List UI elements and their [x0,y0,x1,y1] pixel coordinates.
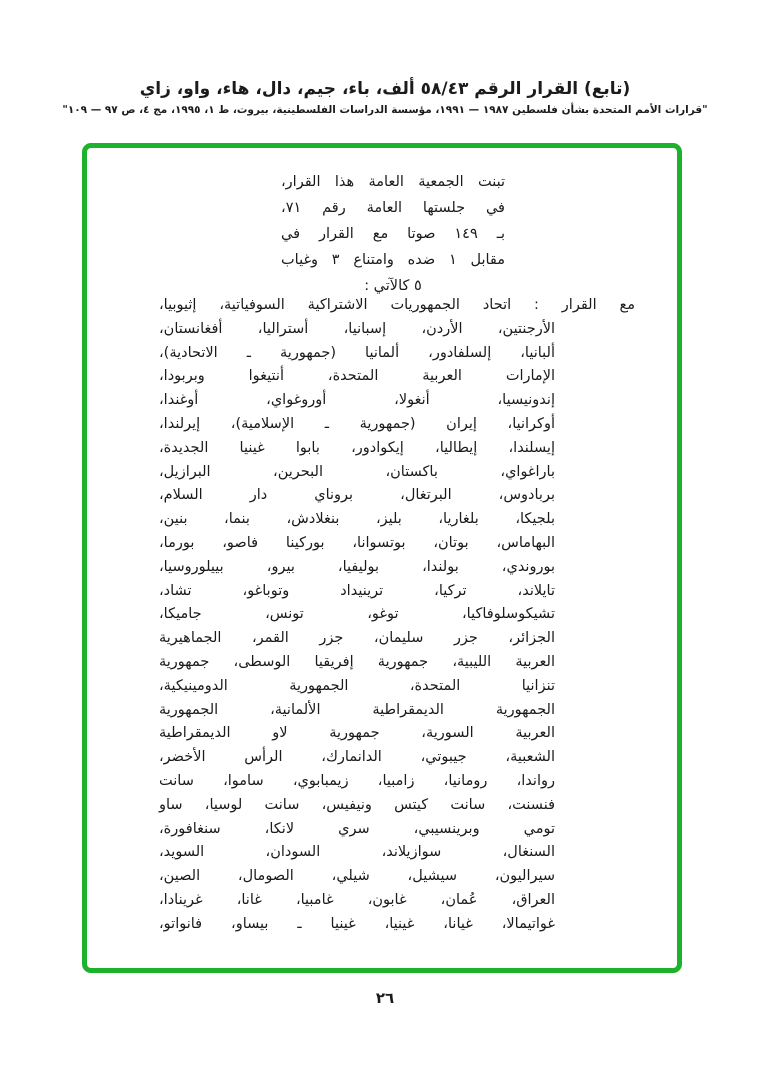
list-line: العربية الليبية، جمهورية إفريقيا الوسطى، جمهورية [159,653,555,670]
list-line: الأرجنتين، الأردن، إسبانيا، أستراليا، أفغانستان، [159,320,555,337]
list-line: الجمهورية الديمقراطية الألمانية، الجمهورية [159,701,555,718]
list-line: فنسنت، سانت كيتس ونيفيس، سانت لوسيا، ساو [159,796,555,813]
source-citation: "قرارات الأمم المتحدة بشأن فلسطين ١٩٨٧ — ١٩٩١، مؤسسة الدراسات الفلسطينية، بيروت، ط ١، ١٩٩٥، مج ٤، ص ٩٧ — ١٠٩" [62,104,708,116]
list-line: بوروندي، بولندا، بوليفيا، بيرو، بييلوروسيا، [159,558,555,575]
list-line [159,294,635,318]
list-line: ألبانيا، إلسلفادور، ألمانيا (جمهورية ـ الاتحادية)، [159,344,555,361]
page-title: (تابع) القرار الرقم ٥٨/٤٣ ألف، باء، جيم، دال، هاء، واو، زاي [139,79,631,99]
list-line: الشعبية، جيبوتي، الدانمارك، الرأس الأخضر، [159,749,555,766]
list-line: سيراليون، سيشيل، شيلي، الصومال، الصين، [159,868,555,885]
list-line: تايلاند، تركيا، ترينيداد وتوباغو، تشاد، [159,582,555,599]
list-line: باراغواي، باكستان، البحرين، البرازيل، [159,463,555,480]
list-line: الجزائر، جزر سليمان، جزر القمر، الجماهيرية [159,630,555,647]
adoption-line: مقابل ١ ضده وامتناع ٣ وغياب [281,251,506,268]
list-line: أوكرانيا، إيران (جمهورية ـ الإسلامية)، إيرلندا، [159,415,555,432]
adoption-paragraph [281,170,505,300]
list-line: إندونيسيا، أنغولا، أوروغواي، أوغندا، [159,392,555,409]
adoption-line: بـ ١٤٩ صوتا مع القرار في [281,225,505,242]
adoption-line: تبنت الجمعية العامة هذا القرار، [281,174,505,190]
page-number: ٢٦ [375,989,395,1007]
list-line: بربادوس، البرتغال، بروناي دار السلام، [159,487,555,504]
votes-in-favour-list [159,294,635,937]
list-line: تومي وبرينسيبي، سري لانكا، سنغافورة، [159,820,555,837]
list-line: الإمارات العربية المتحدة، أنتيغوا وبربودا، [159,368,555,385]
resolution-green-box [82,143,682,973]
list-line: العراق، عُمان، غابون، غامبيا، غانا، غرينادا، [159,891,555,908]
list-line: العربية السورية، جمهورية لاو الديمقراطية [159,725,555,742]
list-line: تشيكوسلوفاكيا، توغو، تونس، جاميكا، [159,606,555,623]
list-line: رواندا، رومانيا، زامبيا، زيمبابوي، ساموا، سانت [159,772,555,789]
list-line: بلجيكا، بلغاريا، بليز، بنغلادش، بنما، بنين، [159,511,555,528]
vote-result-label: مع القرار : [534,297,635,313]
list-line: غواتيمالا، غيانا، غينيا، غينيا ـ بيساو، فانواتو، [159,915,555,932]
list-line: السنغال، سوازيلاند، السودان، السويد، [159,844,555,861]
list-line: البهاماس، بوتان، بوتسوانا، بوركينا فاصو، بورما، [159,534,555,551]
list-line-text: اتحاد الجمهوريات الاشتراكية السوفياتية، إثيوبيا، [159,297,512,313]
list-line: تنزانيا المتحدة، الجمهورية الدومينيكية، [159,677,555,694]
adoption-line: في جلستها العامة رقم ٧١، [281,199,505,216]
list-line: إيسلندا، إيطاليا، إيكوادور، بابوا غينيا الجديدة، [159,439,555,456]
adoption-line: ٥ كالآتي : [364,277,422,294]
